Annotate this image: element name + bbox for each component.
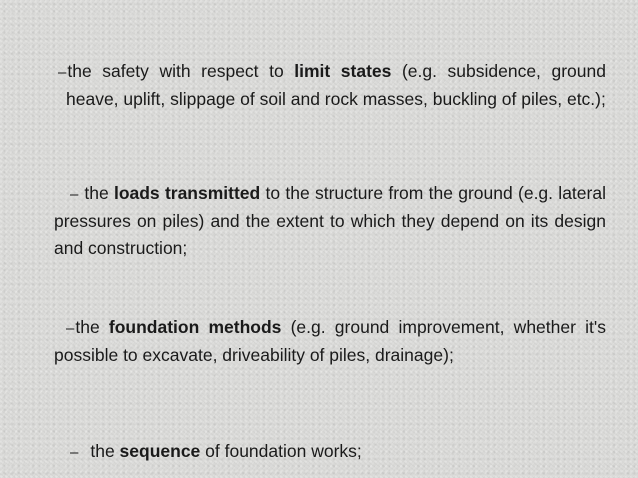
bullet-keyword: sequence — [119, 441, 201, 461]
bullet-text-post: (e.g. ground improvement, whether it's possible to excavate, driveability of piles, drainage); — [54, 317, 606, 365]
bullet-text-post: to the structure from the ground (e.g. lateral pressures on piles) and the extent to which they depend on its design and construction; — [54, 183, 606, 258]
dash-marker: – — [58, 64, 67, 81]
bullet-keyword: loads transmitted — [113, 183, 261, 203]
bullet-text-pre: the safety with respect to — [67, 61, 295, 81]
bullet-loads-transmitted — [54, 180, 606, 262]
dash-marker: – — [70, 186, 79, 203]
bullet-keyword: limit states — [294, 61, 392, 81]
bullet-text-post: (e.g. subsidence, ground heave, uplift, slippage of soil and rock masses, buckling of piles, etc.); — [66, 61, 606, 109]
dash-marker: – — [66, 320, 75, 337]
bullet-text-pre: the — [84, 183, 114, 203]
bullet-foundation-methods — [54, 314, 606, 369]
dash-marker: – — [70, 444, 79, 461]
bullet-text-pre: the — [90, 441, 120, 461]
bullet-keyword: foundation methods — [108, 317, 282, 337]
bullet-sequence — [54, 438, 606, 466]
bullet-text-post: of foundation works; — [200, 441, 362, 461]
bullet-limit-states — [58, 58, 606, 113]
bullet-text-pre: the — [75, 317, 109, 337]
